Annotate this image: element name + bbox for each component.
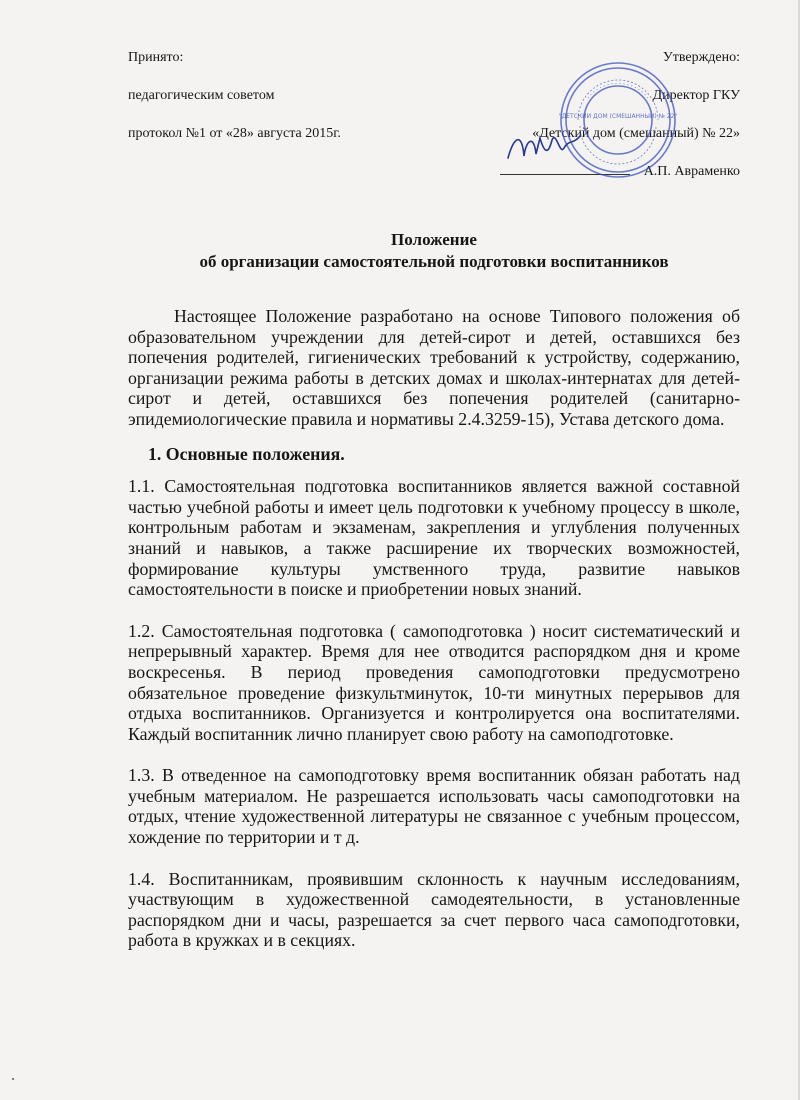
document-body xyxy=(128,306,740,972)
organization-label: «Детский дом (смешанный) № 22» xyxy=(532,126,740,141)
stamp-text: "ДЕТСКИЙ ДОМ (СМЕШАННЫЙ) № 22" xyxy=(558,113,678,120)
title-line-2: об организации самостоятельной подготовки воспитанников xyxy=(199,252,669,271)
paragraph-1-3: 1.3. В отведенное на самоподготовку время воспитанник обязан работать над учебным материалом. Не разрешается использовать часы самоподготовки на отдых, чтение художественной литературы не связанное с учебным процессом, хождение по территории и т д. xyxy=(128,765,740,848)
page-speck xyxy=(12,1078,14,1080)
council-label: педагогическим советом xyxy=(128,88,275,103)
section-heading: 1. Основные положения. xyxy=(148,443,345,464)
protocol-label: протокол №1 от «28» августа 2015г. xyxy=(128,126,341,141)
handwritten-signature xyxy=(504,126,584,166)
intro-paragraph: Настоящее Положение разработано на основе Типового положения об образовательном учреждении для детей-сирот и детей, оставшихся без попечения родителей, гигиенических требований к устройству, содержанию, организации режима работы в детских домах и школах-интернатах для детей-сирот и детей, оставшихся без попечения родителей (санитарно-эпидемиологические правила и нормативы 2.4.3259-15), Устава детского дома. xyxy=(128,306,740,429)
approved-label: Утверждено: xyxy=(662,50,740,65)
accepted-label: Принято: xyxy=(128,50,184,65)
director-label: Директор ГКУ xyxy=(652,88,740,103)
signer-name: А.П. Авраменко xyxy=(643,164,740,179)
paragraph-1-1: 1.1. Самостоятельная подготовка воспитанников является важной составной частью учебной работы и имеет цель подготовки к учебному процессу в школе, контрольным работам и экзаменам, закрепления и углубления полученных знаний и навыков, а также расширение их творческих возможностей, формирование культуры умственного труда, развитие навыков самостоятельности в поиске и приобретении новых знаний. xyxy=(128,476,740,600)
paragraph-1-4: 1.4. Воспитанникам, проявившим склонность к научным исследованиям, участвующим в художественной самодеятельности, в установленные распорядком дни и часы, разрешается за счет первого часа самоподготовки, работа в кружках и в секциях. xyxy=(128,868,740,951)
title-line-1: Положение xyxy=(391,230,477,249)
paragraph-1-2: 1.2. Самостоятельная подготовка ( самоподготовка ) носит систематический и непрерывный характер. Время для нее отводится распорядком дня и кроме воскресенья. В период проведения самоподготовки предусмотрено обязательное проведение физкультминуток, 10-ти минутных перерывов для отдыха воспитанников. Организуется и контролируется она воспитателями. Каждый воспитанник лично планирует свою работу на самоподготовке. xyxy=(128,620,740,744)
document-title xyxy=(128,229,740,273)
